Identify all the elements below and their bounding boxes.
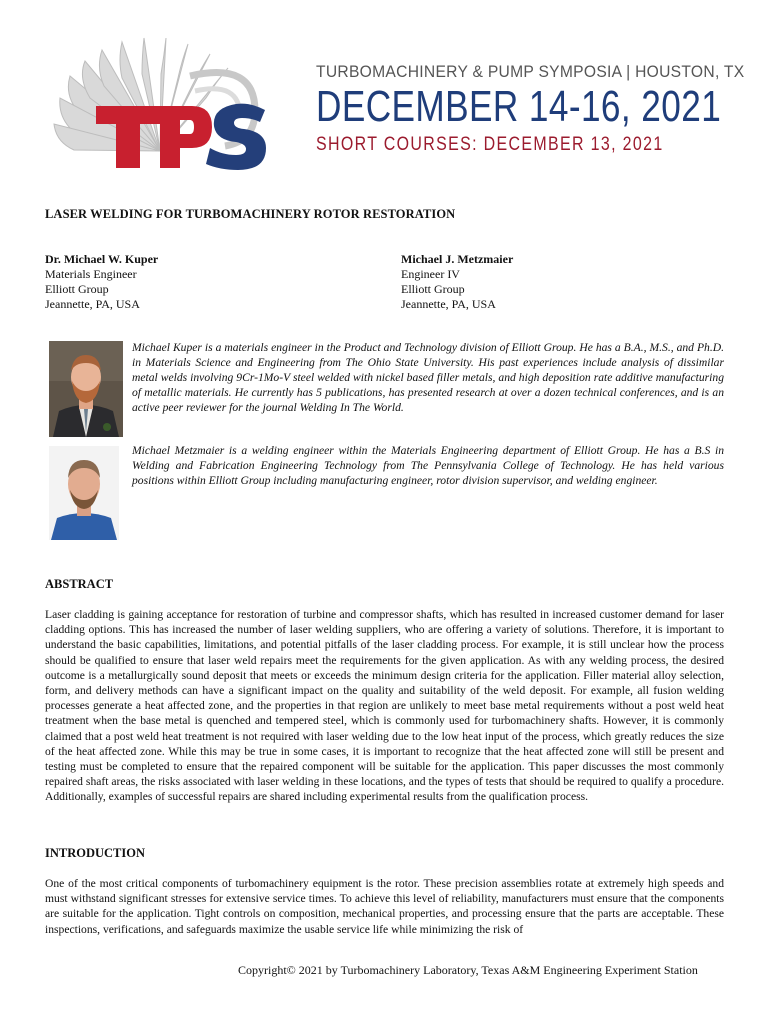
author-location: Jeannette, PA, USA xyxy=(45,297,140,311)
short-courses-line: SHORT COURSES: DECEMBER 13, 2021 xyxy=(316,134,664,155)
bio-metzmaier: Michael Metzmaier is a welding engineer within the Materials Engineering department of Elliott Group. He has a B.S in Welding and Fabrication Engineering Technology from The Pennsylvania College of Technology. He has held various positions within Elliott Group including manufacturing engineer, rotor division supervisor, and welding engineer. xyxy=(132,444,724,487)
symposia-line: TURBOMACHINERY & PUMP SYMPOSIA | HOUSTON, TX xyxy=(316,62,745,81)
introduction-text: One of the most critical components of turbomachinery equipment is the rotor. These precision assemblies rotate at extremely high speeds and must withstand significant stresses for extensive service times. To achieve this level of reliability, manufacturers must ensure that the components are suitable for the application. Tight controls on composition, mechanical properties, and processing ensure that the parts are acceptable. These inspections, verifications, and safeguards maximize the usable service life while minimizing the risk of xyxy=(45,877,724,936)
author-position: Engineer IV xyxy=(401,267,460,281)
introduction-heading: INTRODUCTION xyxy=(45,846,146,860)
abstract-heading: ABSTRACT xyxy=(45,577,114,591)
conference-dates: DECEMBER 14-16, 2021 xyxy=(316,82,722,131)
author-company: Elliott Group xyxy=(45,282,109,296)
author-name: Michael J. Metzmaier xyxy=(401,252,514,266)
conference-banner xyxy=(40,36,745,186)
author-photo-metzmaier xyxy=(49,446,119,540)
paper-title: LASER WELDING FOR TURBOMACHINERY ROTOR RESTORATION xyxy=(45,207,456,221)
author-company: Elliott Group xyxy=(401,282,465,296)
author-photo-kuper xyxy=(49,341,123,437)
abstract-text: Laser cladding is gaining acceptance for restoration of turbine and compressor shafts, which has resulted in increased customer demand for laser cladding options. This has increased the number of laser welding suppliers, who are offering a variety of solutions. Therefore, it is important to understand the basic capabilities, limitations, and potential pitfalls of the laser cladding process. For example, it is still unclear how the process should be qualified to ensure that laser weld repairs meet the requirements for the given application. As with any welding process, the desired outcome is a metallurgically sound deposit that meets or exceeds the minimum design criteria for the application. Filler material alloy selection, form, and delivery methods can have a significant impact on the quality and suitability of the weld deposit. For example, all fusion welding processes generate a heat affected zone, and the properties in that region are unlikely to meet base metal requirements without a post weld heat treatment when the base metal is quenched and tempered steel, which is commonly used for turbomachinery shafts. However, it is commonly claimed that a post weld heat treatment is not required with laser welding due to the low heat input of the process, which greatly reduces the size of the heat affected zone. While this may be true in some cases, it is important to recognize that the heat affected zone will still be present and testing must be completed to ensure that the repaired component will be suitable for the application. This paper discusses the most commonly repaired shaft areas, the risks associated with laser welding in these locations, and the types of tests that should be required to qualify a procedure. Additionally, examples of successful repairs are shared including experimental results from the qualification process. xyxy=(45,608,724,804)
author-position: Materials Engineer xyxy=(45,267,137,281)
author-block-kuper xyxy=(45,252,158,312)
author-location: Jeannette, PA, USA xyxy=(401,297,496,311)
copyright-notice: Copyright© 2021 by Turbomachinery Laboratory, Texas A&M Engineering Experiment Station xyxy=(238,963,698,977)
author-name: Dr. Michael W. Kuper xyxy=(45,252,159,266)
bio-kuper: Michael Kuper is a materials engineer in the Product and Technology division of Elliott Group. He has a B.A., M.S., and Ph.D. in Materials Science and Engineering from The Ohio State University. His past experiences include analysis of dissimilar metal welds involving 9Cr-1Mo-V steel welded with nickel based filler metals, and high deposition rate additive manufacturing of metallic materials. He currently has 5 publications, has presented research at over a dozen technical conferences, and is an active peer reviewer for the journal Welding In The World. xyxy=(132,341,724,414)
tps-logo xyxy=(40,36,285,176)
author-block-metzmaier xyxy=(401,252,513,312)
